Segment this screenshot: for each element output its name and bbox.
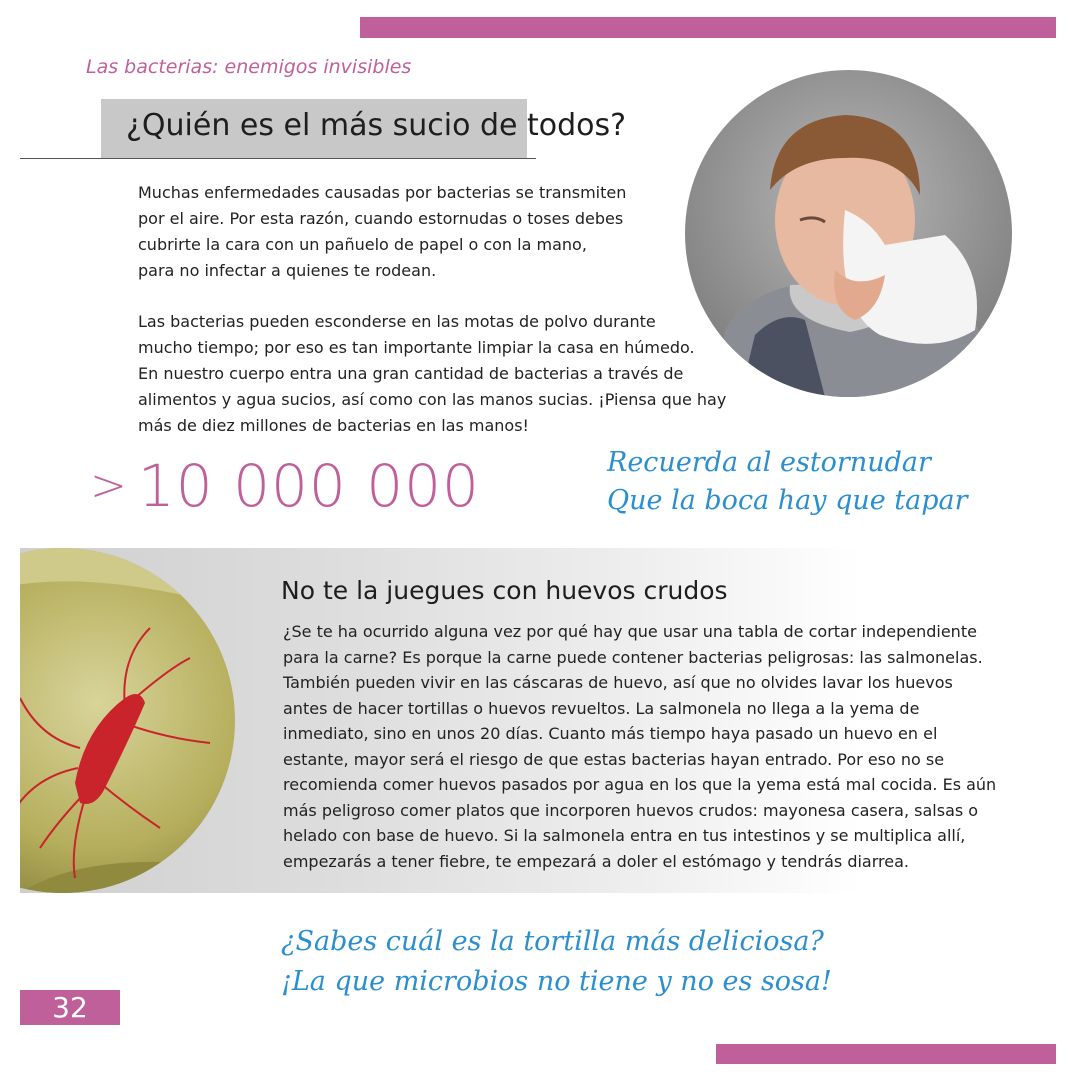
text-line: alimentos y agua sucios, así como con las manos sucias. ¡Piensa que hay — [138, 390, 727, 409]
intro-paragraph-2 — [138, 309, 758, 439]
rhyme-line: Recuerda al estornudar — [607, 447, 931, 478]
text-line: más de diez millones de bacterias en las manos! — [138, 416, 529, 435]
text-line: Las bacterias pueden esconderse en las motas de polvo durante — [138, 312, 656, 331]
rhyme-line: ¿Sabes cuál es la tortilla más deliciosa? — [281, 926, 824, 957]
sneeze-rhyme — [607, 444, 968, 520]
text-line: empezarás a tener fiebre, te empezará a doler el estómago y tendrás diarrea. — [283, 851, 909, 871]
rhyme-line: ¡La que microbios no tiene y no es sosa! — [281, 966, 832, 997]
page-number: 32 — [20, 990, 120, 1025]
omelette-rhyme — [281, 922, 832, 1002]
bacteria-count — [90, 452, 480, 520]
greater-than-symbol: > — [90, 460, 128, 511]
intro-paragraph-1 — [138, 180, 758, 284]
text-line: cubrirte la cara con un pañuelo de papel o con la mano, — [138, 235, 587, 254]
text-line: Muchas enfermedades causadas por bacterias se transmiten — [138, 183, 627, 202]
rhyme-line: Que la boca hay que tapar — [607, 485, 968, 516]
text-line: recomienda comer huevos pasados por agua en los que la yema está mal cocida. Es aún — [283, 775, 997, 794]
eggs-paragraph — [283, 619, 996, 874]
page-title: ¿Quién es el más sucio de todos? — [126, 108, 627, 143]
bacteria-count-number: 10 000 000 — [137, 452, 480, 520]
text-line: estante, mayor será el riesgo de que estas bacterias hayan entrado. Por eso no se — [283, 749, 945, 769]
text-line: para la carne? Es porque la carne puede contener bacterias peligrosas: las salmonelas. — [283, 647, 983, 667]
title-underline — [20, 158, 536, 159]
text-line: En nuestro cuerpo entra una gran cantidad de bacterias a través de — [138, 364, 684, 383]
text-line: antes de hacer tortillas o huevos revueltos. La salmonela no llega a la yema de — [283, 698, 920, 718]
left-margin — [0, 540, 20, 900]
text-line: por el aire. Por esta razón, cuando estornudas o toses debes — [138, 209, 624, 228]
top-accent-bar — [360, 17, 1056, 38]
bottom-accent-bar — [716, 1044, 1056, 1064]
chapter-title: Las bacterias: enemigos invisibles — [86, 56, 412, 78]
text-line: para no infectar a quienes te rodean. — [138, 261, 437, 280]
sneezing-boy-illustration — [685, 70, 1012, 397]
text-line: También pueden vivir en las cáscaras de huevo, así que no olvides lavar los huevos — [283, 673, 953, 692]
text-line: más peligroso comer platos que incorporen huevos crudos: mayonesa casera, salsas o — [283, 800, 979, 820]
section-title: No te la juegues con huevos crudos — [281, 576, 728, 605]
text-line: helado con base de huevo. Si la salmonela entra en tus intestinos y se multiplica allí, — [283, 826, 966, 845]
text-line: mucho tiempo; por eso es tan importante limpiar la casa en húmedo. — [138, 338, 695, 357]
text-line: inmediato, sino en unos 20 días. Cuanto más tiempo haya pasado un huevo en el — [283, 724, 938, 743]
sneezing-boy-photo — [685, 70, 1012, 397]
text-line: ¿Se te ha ocurrido alguna vez por qué hay que usar una tabla de cortar independiente — [283, 622, 977, 641]
